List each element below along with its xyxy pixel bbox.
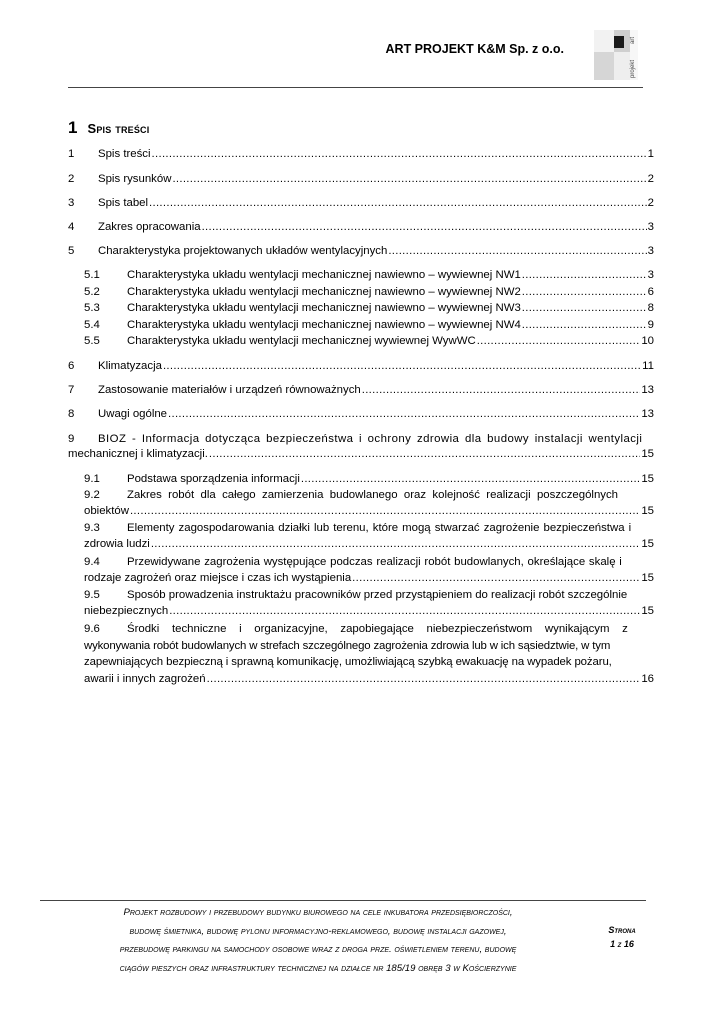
- toc-entry-3[interactable]: 3 Spis tabel ..... 2: [68, 196, 654, 211]
- logo-text-art: art: [630, 36, 636, 44]
- footer-line-1: Projekt rozbudowy i przebudowy budynku biurowego na cele inkubatora przedsiębiorczości,: [123, 907, 513, 918]
- toc-entry-5-1[interactable]: 5.1 Charakterystyka układu wentylacji mechanicznej nawiewno – wywiewnej NW1 ..... 3: [84, 268, 654, 283]
- page-number-value: 1 z 16: [610, 939, 634, 949]
- toc-entry-4[interactable]: 4 Zakres opracowania ..... 3: [68, 220, 654, 235]
- page-number-label: Strona: [608, 925, 636, 935]
- toc-heading: [68, 118, 149, 138]
- company-logo: [594, 30, 638, 80]
- page-number: [602, 923, 642, 951]
- footer-line-2: budowę śmietnika, budowę pylonu informacyjno-reklamowego, budowę instalacji gazowej,: [129, 925, 507, 937]
- header-rule: [68, 87, 643, 88]
- footer-rule: [40, 900, 646, 901]
- toc-entry-5-2[interactable]: 5.2 Charakterystyka układu wentylacji mechanicznej nawiewno – wywiewnej NW2 ..... 6: [84, 285, 654, 300]
- toc-entry-5-3[interactable]: 5.3 Charakterystyka układu wentylacji mechanicznej nawiewno – wywiewnej NW3 ..... 8: [84, 301, 654, 316]
- footer-line-3: przebudowę parkingu na samochody osobowe wraz z droga prze. oświetleniem terenu, budowę: [119, 944, 517, 955]
- toc-entry-1[interactable]: 1 Spis treści ..... 1: [68, 147, 654, 162]
- toc-entry-7[interactable]: 7 Zastosowanie materiałów i urządzeń równoważnych ..... 13: [68, 383, 654, 398]
- footer-project-description: [48, 904, 588, 978]
- toc-heading-label: Spis treści: [87, 121, 150, 136]
- toc-heading-number: 1: [68, 118, 78, 137]
- toc-entry-9-1[interactable]: 9.1 Podstawa sporządzenia informacji ..... 15: [84, 472, 654, 487]
- toc-entry-2[interactable]: 2 Spis rysunków ..... 2: [68, 172, 654, 187]
- toc-entry-6[interactable]: 6 Klimatyzacja ..... 11: [68, 359, 654, 374]
- logo-text-projekt: projekt: [630, 59, 636, 78]
- toc-entry-5-4[interactable]: 5.4 Charakterystyka układu wentylacji mechanicznej nawiewno – wywiewnej NW4 ..... 9: [84, 318, 654, 333]
- toc-entry-5[interactable]: 5 Charakterystyka projektowanych układów wentylacyjnych ..... 3: [68, 244, 654, 259]
- toc-entry-8[interactable]: 8 Uwagi ogólne ..... 13: [68, 407, 654, 422]
- footer-line-4: ciągów pieszych oraz infrastruktury technicznej na działce nr 185/19 obręb 3 w Kościerzynie: [119, 962, 517, 974]
- company-name: ART PROJEKT K&M Sp. z o.o.: [385, 42, 564, 56]
- toc-entry-5-5[interactable]: 5.5 Charakterystyka układu wentylacji mechanicznej wywiewnej WywWC ..... 10: [84, 334, 654, 349]
